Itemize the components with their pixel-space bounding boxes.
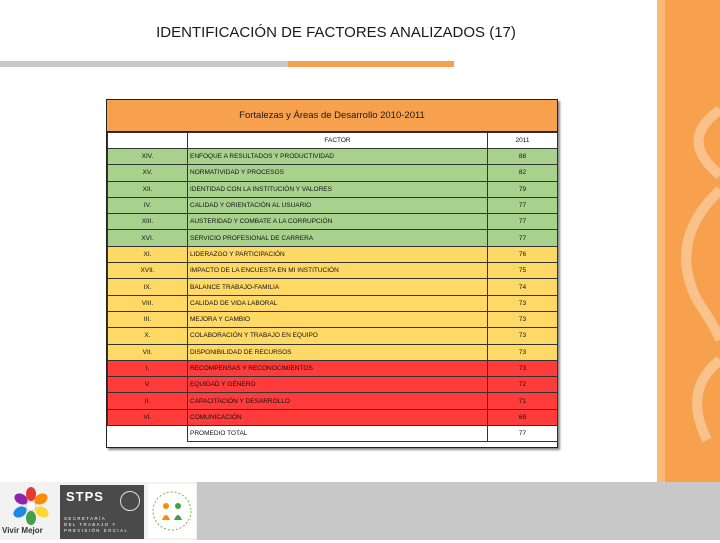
factor-id-cell: II. xyxy=(108,393,188,409)
table-row xyxy=(108,246,558,262)
table-row xyxy=(108,230,558,246)
factor-score-cell: 73 xyxy=(488,295,558,311)
factor-name-cell: MEJORA Y CAMBIO xyxy=(188,311,488,327)
factor-id-cell: XI. xyxy=(108,246,188,262)
vivir-mejor-flower-icon xyxy=(4,486,58,526)
factor-score-cell: 73 xyxy=(488,344,558,360)
table-row xyxy=(108,377,558,393)
factor-id-cell: XV. xyxy=(108,165,188,181)
table-row xyxy=(108,328,558,344)
factor-id-cell: I. xyxy=(108,360,188,376)
factor-name-cell: SERVICIO PROFESIONAL DE CARRERA xyxy=(188,230,488,246)
factor-name-cell: ENFOQUE A RESULTADOS Y PRODUCTIVIDAD xyxy=(188,149,488,165)
factor-id-cell: V. xyxy=(108,377,188,393)
table-row xyxy=(108,393,558,409)
table-row xyxy=(108,295,558,311)
factor-id-cell: XIII. xyxy=(108,214,188,230)
factor-name-cell: CALIDAD DE VIDA LABORAL xyxy=(188,295,488,311)
factor-score-cell: 77 xyxy=(488,197,558,213)
empresa-incluyente-logo xyxy=(148,484,196,538)
factor-score-cell: 73 xyxy=(488,360,558,376)
factor-name-cell: IDENTIDAD CON LA INSTITUCIÓN Y VALORES xyxy=(188,181,488,197)
factor-id-cell: III. xyxy=(108,311,188,327)
factor-id-cell: XIV. xyxy=(108,149,188,165)
factor-name-cell: COLABORACIÓN Y TRABAJO EN EQUIPO xyxy=(188,328,488,344)
table-row xyxy=(108,181,558,197)
vivir-mejor-label: Vivir Mejor xyxy=(2,526,43,535)
factor-score-cell: 79 xyxy=(488,181,558,197)
factor-name-cell: CAPACITACIÓN Y DESARROLLO xyxy=(188,393,488,409)
table-row xyxy=(108,360,558,376)
factor-name-cell: COMUNICACIÓN xyxy=(188,409,488,425)
factor-score-cell: 88 xyxy=(488,149,558,165)
factor-id-cell: IX. xyxy=(108,279,188,295)
factor-score-cell: 77 xyxy=(488,230,558,246)
factor-id-cell: X. xyxy=(108,328,188,344)
table-row xyxy=(108,344,558,360)
stps-subtitle-line: PREVISIÓN SOCIAL xyxy=(64,528,129,533)
stps-subtitle-line: DEL TRABAJO Y xyxy=(64,522,117,527)
factor-name-cell: LIDERAZGO Y PARTICIPACIÓN xyxy=(188,246,488,262)
title-rule-orange xyxy=(288,61,454,67)
total-blank-cell xyxy=(108,426,188,442)
factor-name-cell: IMPACTO DE LA ENCUESTA EN MI INSTITUCIÓN xyxy=(188,263,488,279)
factor-name-cell: NORMATIVIDAD Y PROCESOS xyxy=(188,165,488,181)
factor-score-cell: 74 xyxy=(488,279,558,295)
stps-subtitle xyxy=(64,516,128,534)
table-row xyxy=(108,263,558,279)
stps-subtitle-line: SECRETARÍA xyxy=(64,516,107,521)
factor-id-cell: XII. xyxy=(108,181,188,197)
factor-id-cell: VIII. xyxy=(108,295,188,311)
total-label: PROMEDIO TOTAL xyxy=(188,426,488,442)
factor-name-cell: EQUIDAD Y GÉNERO xyxy=(188,377,488,393)
side-decoration-band xyxy=(657,0,720,482)
factor-score-cell: 73 xyxy=(488,311,558,327)
slide-title: IDENTIFICACIÓN DE FACTORES ANALIZADOS (17) xyxy=(156,24,516,41)
factor-name-cell: CALIDAD Y ORIENTACIÓN AL USUARIO xyxy=(188,197,488,213)
factor-id-cell: VII. xyxy=(108,344,188,360)
factor-score-cell: 82 xyxy=(488,165,558,181)
table-title: Fortalezas y Áreas de Desarrollo 2010-2011 xyxy=(107,100,557,132)
table-row xyxy=(108,409,558,425)
factor-id-cell: VI. xyxy=(108,409,188,425)
factor-name-cell: AUSTERIDAD Y COMBATE A LA CORRUPCIÓN xyxy=(188,214,488,230)
header-factor: FACTOR xyxy=(188,133,488,149)
table-row xyxy=(108,149,558,165)
factor-score-cell: 75 xyxy=(488,263,558,279)
header-year: 2011 xyxy=(488,133,558,149)
mexico-seal-icon xyxy=(120,491,140,511)
table-header-row xyxy=(108,133,558,149)
header-blank-cell xyxy=(108,133,188,149)
empresa-incluyente-icon xyxy=(148,484,196,538)
factor-name-cell: DISPONIBILIDAD DE RECURSOS xyxy=(188,344,488,360)
factor-name-cell: RECOMPENSAS Y RECONOCIMIENTOS xyxy=(188,360,488,376)
table-row xyxy=(108,214,558,230)
stps-logo xyxy=(60,485,144,539)
factor-id-cell: IV. xyxy=(108,197,188,213)
factors-table xyxy=(107,132,558,442)
stps-label: STPS xyxy=(66,489,104,504)
total-row xyxy=(108,426,558,442)
footer-gray-area xyxy=(197,482,720,540)
factor-score-cell: 73 xyxy=(488,328,558,344)
table-row xyxy=(108,279,558,295)
side-pattern-icon xyxy=(657,0,720,482)
factor-score-cell: 72 xyxy=(488,377,558,393)
factor-name-cell: BALANCE TRABAJO-FAMILIA xyxy=(188,279,488,295)
factor-score-cell: 76 xyxy=(488,246,558,262)
table-row xyxy=(108,197,558,213)
factor-score-cell: 77 xyxy=(488,214,558,230)
table-row xyxy=(108,165,558,181)
factor-score-cell: 71 xyxy=(488,393,558,409)
total-value: 77 xyxy=(488,426,558,442)
factor-id-cell: XVI. xyxy=(108,230,188,246)
table-row xyxy=(108,311,558,327)
factor-id-cell: XVII. xyxy=(108,263,188,279)
factor-score-cell: 69 xyxy=(488,409,558,425)
factors-table-container xyxy=(106,99,558,448)
title-rule-gray xyxy=(0,61,288,67)
